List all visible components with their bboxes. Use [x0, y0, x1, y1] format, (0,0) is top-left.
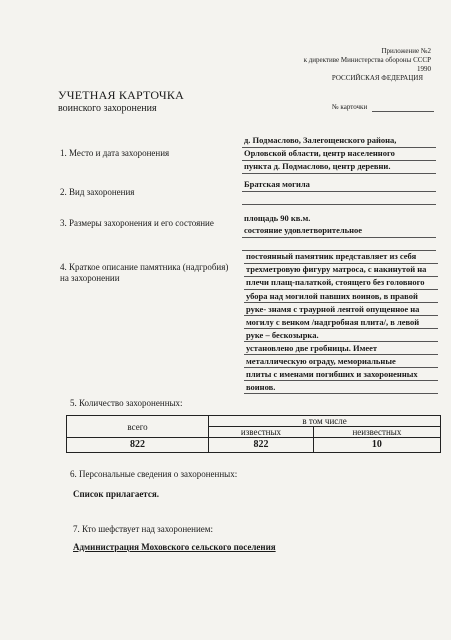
desc-underline-7: [244, 341, 438, 342]
desc-line-9: металлическую ограду, мемориальные: [246, 356, 396, 366]
type-underline-2: [242, 204, 436, 205]
desc-underline-5: [244, 315, 438, 316]
personal-label: 6. Персональные сведения о захороненных:: [70, 469, 238, 479]
desc-label-2: на захоронении: [60, 273, 120, 283]
desc-line-4: убора над могилой павших воинов, в правой: [246, 291, 418, 301]
known-value: 822: [209, 438, 314, 453]
card-number-line: [372, 111, 434, 112]
directive-label: к директиве Министерства обороны СССР: [303, 56, 431, 64]
place-line-2: Орловской области, центр населенного: [244, 148, 395, 158]
appendix-label: Приложение №2: [381, 47, 431, 55]
size-line-2: состояние удовлетворительное: [244, 225, 363, 235]
desc-underline-3: [244, 289, 438, 290]
total-value: 822: [67, 438, 209, 453]
desc-label-1: 4. Краткое описание памятника (надгробия): [60, 262, 229, 272]
country-label: РОССИЙСКАЯ ФЕДЕРАЦИЯ: [331, 74, 423, 82]
unknown-header: неизвестных: [313, 427, 440, 438]
card-subtitle: воинского захоронения: [58, 103, 157, 114]
card-title: УЧЕТНАЯ КАРТОЧКА: [58, 88, 184, 102]
total-header: всего: [67, 416, 209, 438]
year-label: 1990: [417, 65, 431, 73]
type-underline-1: [242, 191, 436, 192]
type-value: Братская могила: [244, 179, 310, 189]
desc-underline-10: [244, 380, 438, 381]
desc-underline-9: [244, 367, 438, 368]
desc-line-8: установлено две гробницы. Имеет: [246, 343, 378, 353]
desc-underline-2: [244, 276, 438, 277]
patron-value: Администрация Моховского сельского поселения: [73, 542, 276, 552]
desc-underline-4: [244, 302, 438, 303]
desc-underline-11: [244, 393, 438, 394]
desc-line-5: руке- знамя с траурной лентой опущенное на: [246, 304, 420, 314]
type-label: 2. Вид захоронения: [60, 187, 135, 197]
place-line-1: д. Подмаслово, Залегощенского района,: [244, 135, 397, 145]
place-underline-2: [242, 160, 436, 161]
desc-line-7: руке – бескозырка.: [246, 330, 319, 340]
desc-line-6: могилу с венком /надгробная плита/, в левой: [246, 317, 420, 327]
place-underline-1: [242, 147, 436, 148]
place-label: 1. Место и дата захоронения: [60, 148, 170, 158]
personal-value: Список прилагается.: [73, 489, 159, 499]
count-label: 5. Количество захороненных:: [70, 398, 183, 408]
desc-underline-8: [244, 354, 438, 355]
size-line-1: площадь 90 кв.м.: [244, 213, 311, 223]
card-number-label: № карточки: [332, 103, 368, 111]
patron-label: 7. Кто шефствует над захоронением:: [73, 524, 214, 534]
place-line-3: пункта д. Подмаслово, центр деревни.: [244, 161, 391, 171]
unknown-value: 10: [313, 438, 440, 453]
desc-underline-1: [244, 263, 438, 264]
size-label: 3. Размеры захоронения и его состояние: [60, 218, 214, 228]
place-underline-3: [242, 173, 436, 174]
size-underline-1: [242, 237, 436, 238]
desc-line-1: постоянный памятник представляет из себя: [246, 251, 417, 261]
desc-line-11: воинов.: [246, 382, 276, 392]
desc-line-3: плечи плащ-палаткой, стоящего без головного: [246, 277, 425, 287]
desc-underline-6: [244, 328, 438, 329]
burial-count-table: [66, 415, 441, 453]
desc-line-10: плиты с именами погибших и захороненных: [246, 369, 418, 379]
including-header: в том числе: [209, 416, 441, 427]
desc-line-2: трехметровую фигуру матроса, с накинутой на: [246, 264, 427, 274]
known-header: известных: [209, 427, 314, 438]
